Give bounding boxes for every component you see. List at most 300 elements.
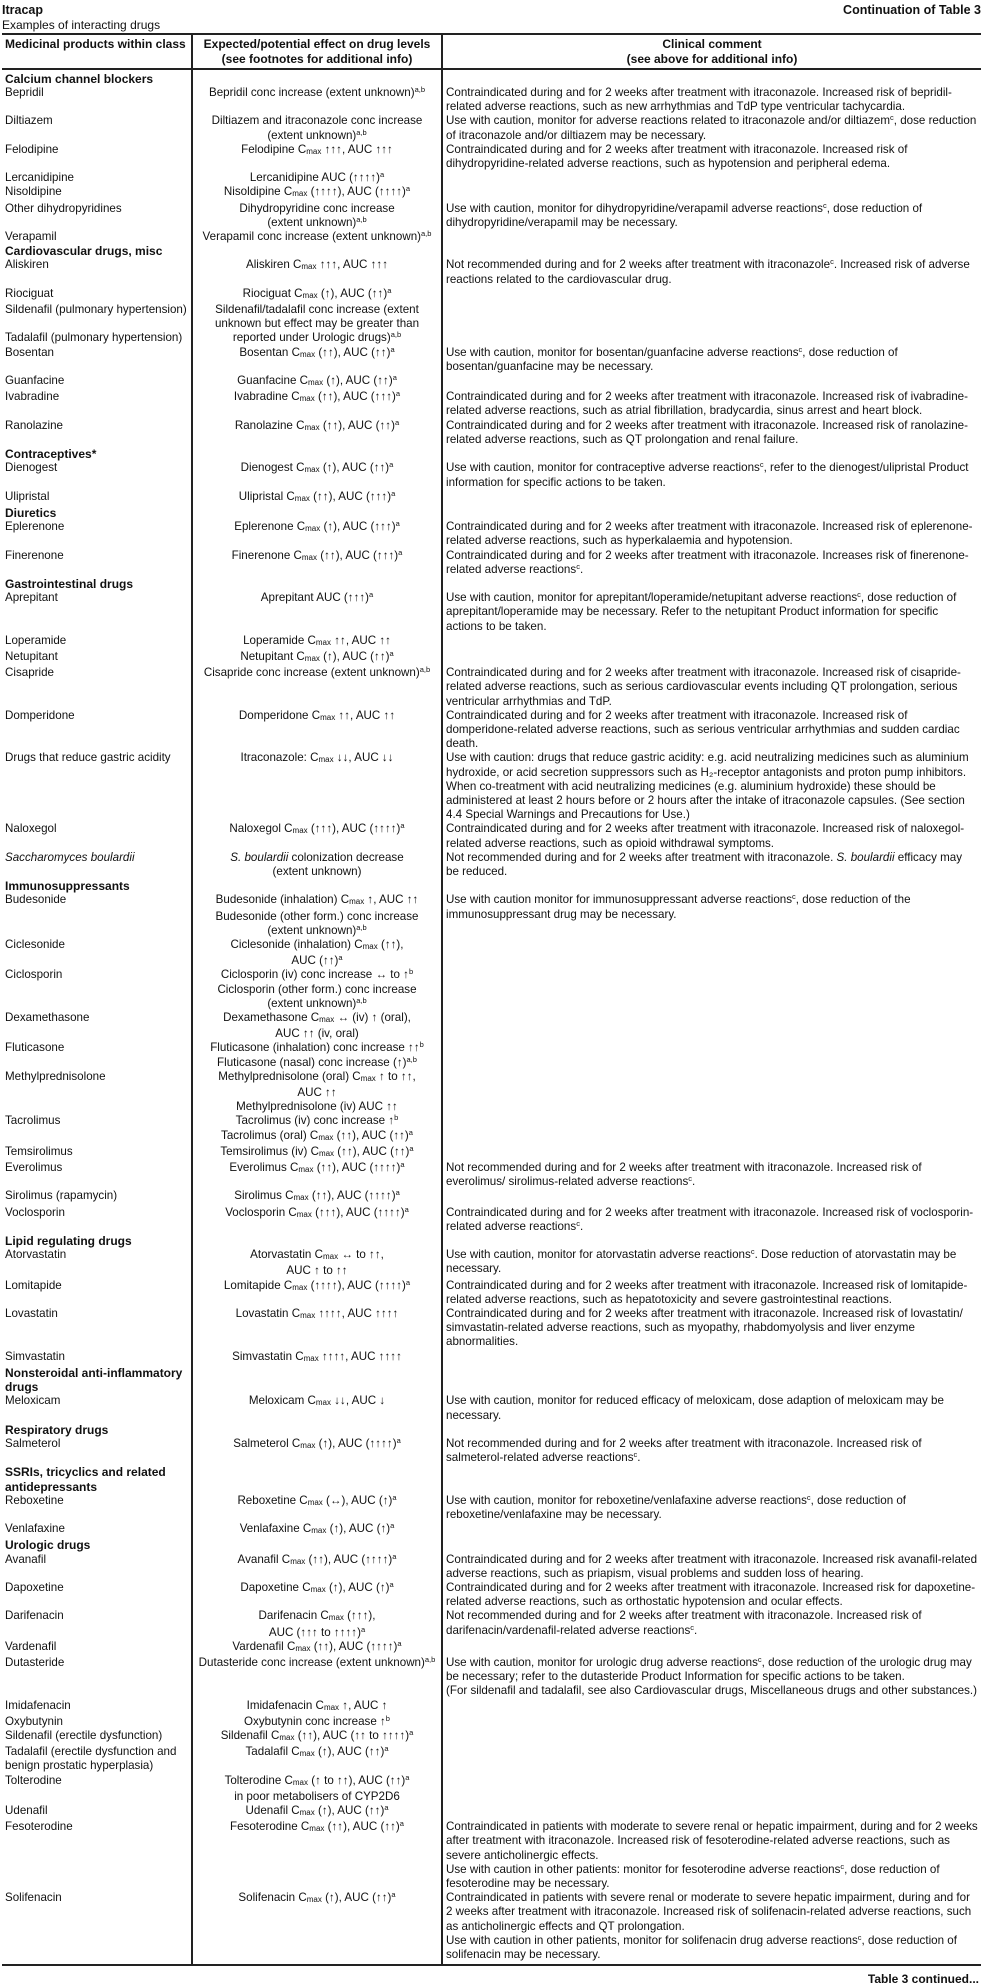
column-header-clinical-comment [442,34,981,68]
effect-cell [192,1699,442,1715]
table-row [2,143,981,171]
effect-cell [192,1804,442,1820]
effect-cell [192,1161,442,1189]
drug-name-cell: Darifenacin [5,1609,64,1623]
effect-text: Meloxicam $C_{max}$ ↓↓, AUC ↓ [248,1394,386,1408]
drug-name-cell: Finerenone [5,548,64,562]
comment-text: Contraindicated during and for 2 weeks after treatment with itraconazole. Increased risk for dapoxetine-related adverse reactions, such as orthostatic hypotension and ocular effects. [446,1580,976,1609]
table-row [2,666,981,709]
table-row [2,1189,981,1205]
comment-cell [442,1248,981,1278]
effect-cell [192,1070,442,1115]
table-row [2,1804,981,1820]
column-header-line: Clinical comment [662,37,762,52]
effect-cell [192,1465,442,1493]
effect-cell [192,1774,442,1804]
column-header-line: Expected/potential effect on drug levels [203,37,431,52]
table-row [2,114,981,142]
drug-class-row [2,69,981,86]
effect-cell [192,1145,442,1161]
effect-text: Verapamil conc increase (extent unknown)$^{a,b}$ [202,229,432,244]
drug-name-cell: Ulipristal [5,489,50,503]
table-row [2,549,981,577]
comment-cell [442,1699,981,1715]
table-row [2,751,981,822]
effect-cell [192,419,442,447]
comment-cell [442,1070,981,1115]
comment-text: Contraindicated during and for 2 weeks after treatment with itraconazole. Increased risk of naloxegol-related adverse reactions, such as opioid withdrawal symptoms. [446,822,965,850]
effect-cell [192,591,442,634]
table-row [2,1891,981,1965]
comment-text: Contraindicated during and for 2 weeks after treatment with itraconazole. Increased risk of voclosporin-related adverse reactions$^c$. [446,1205,974,1233]
comment-cell [442,374,981,390]
effect-text: Lomitapide $C_{max}$ (↑↑↑↑), AUC (↑↑↑↑)$^a$ [223,1277,411,1292]
effect-cell [192,1640,442,1656]
comment-text: Contraindicated during and for 2 weeks after treatment with itraconazole. Increased risk of eplerenone-related adverse reactions, such as hyperkalaemia and hypotension. [446,520,973,548]
effect-text: Voclosporin $C_{max}$ (↑↑↑), AUC (↑↑↑↑)$^a$ [225,1204,409,1219]
effect-text: Cisapride conc increase (extent unknown)$^{a,b}$ [203,665,431,680]
drug-name-cell: Solifenacin [2,1891,192,1965]
drug-name-cell: Lercanidipine [5,171,74,185]
table-row [2,1279,981,1307]
comment-text: Contraindicated during and for 2 weeks after treatment with itraconazole. Increased risk of lomitapide-related adverse reactions, such as hepatotoxicity and severe gastrointestinal reactions. [446,1278,968,1306]
drug-class-heading: Cardiovascular drugs, misc [5,244,163,259]
drug-interaction-table [2,33,981,1966]
comment-cell [442,1538,981,1552]
effect-cell [192,751,442,822]
table-row [2,419,981,447]
effect-text: Solifenacin $C_{max}$ (↑), AUC (↑↑)$^a$ [238,1890,396,1905]
effect-cell [192,69,442,86]
effect-text: Bepridil conc increase (extent unknown)$^{a,b}$ [208,85,425,100]
table-row [2,1394,981,1422]
table-row [2,331,981,345]
effect-text: Guanfacine $C_{max}$ (↑), AUC (↑↑)$^a$ [237,373,397,388]
comment-cell [442,1494,981,1522]
table-subtitle: Examples of interacting drugs [2,18,161,33]
effect-cell [192,374,442,390]
comment-text: Use with caution, monitor for contraceptive adverse reactions$^c$, refer to the dienogest/ulipristal Product information for specific actions to be taken. [446,460,969,489]
comment-text: Contraindicated during and for 2 weeks after treatment with itraconazole. Increases risk of finerenone-related adverse reactions$^c$. [446,548,969,576]
comment-text: Contraindicated during and for 2 weeks after treatment with itraconazole. Increased risk of ivabradine-related adverse reactions, such as atrial fibrillation, bradycardia, sinus arrest and heart block. [446,390,968,418]
comment-cell [442,143,981,171]
comment-text: Contraindicated during and for 2 weeks after treatment with itraconazole. Increased risk of bepridil-related adverse reactions, such as new arrhythmias and TdP type ventricular tachycardia. [446,86,952,114]
effect-cell [192,879,442,893]
comment-text: Use with caution in other patients, monitor for solifenacin drug adverse reactions$^c$, dose reduction of solifenacin may be necessary. [446,1932,957,1962]
drug-name-cell: Udenafil [5,1803,48,1817]
table-row [2,1820,981,1891]
drug-class-heading: Immunosuppressants [5,879,130,894]
comment-cell [442,1774,981,1804]
comment-cell [442,1437,981,1465]
comment-text: Use with caution, monitor for adverse reactions related to itraconazole and/or diltiazem$^c$, dose reduction of itraconazole and/or diltiazem may be necessary. [446,113,977,142]
effect-text: Vardenafil $C_{max}$ (↑↑), AUC (↑↑↑↑)$^a$ [232,1638,402,1653]
comment-cell [442,1394,981,1422]
drug-class-row [2,244,981,258]
drug-name-cell: Fesoterodine [5,1820,73,1834]
effect-text: AUC ↑↑ [297,1086,337,1100]
comment-cell [442,1656,981,1699]
effect-text: (extent unknown) [272,864,362,878]
comment-text: Use with caution, monitor for reboxetine/venlafaxine adverse reactions$^c$, dose reduction of reboxetine/venlafaxine may be necessary. [446,1492,907,1521]
comment-text: Use with caution, monitor for aprepitant/loperamide/netupitant adverse reactions$^c$, dose reduction of aprepitant/loperamide may be necessary. Refer to the netupitant Product information for specific actions to be taken. [446,590,957,633]
drug-name-cell: Fluticasone [5,1041,65,1055]
effect-text: Ciclosporin (other form.) conc increase [217,982,417,996]
effect-cell [192,1494,442,1522]
effect-text: Nisoldipine $C_{max}$ (↑↑↑↑), AUC (↑↑↑↑)$^a$ [223,184,411,199]
comment-text: Use with caution, monitor for dihydropyridine/verapamil adverse reactions$^c$, dose reduction of dihydropyridine/verapamil may be necessary. [446,200,923,229]
table-row [2,1715,981,1729]
drug-class-row [2,447,981,461]
comment-cell [442,709,981,752]
comment-cell [442,549,981,577]
effect-text: Aprepitant AUC (↑↑↑)$^a$ [260,590,374,605]
effect-text: Atorvastatin $C_{max}$ ↔ to ↑↑, [250,1248,384,1262]
table-row [2,634,981,650]
effect-text: Dienogest $C_{max}$ (↑), AUC (↑↑)$^a$ [240,460,394,475]
drug-name-cell: Netupitant [5,649,58,663]
effect-text: Salmeterol $C_{max}$ (↑), AUC (↑↑↑↑)$^a$ [233,1435,401,1450]
drug-name-cell: Meloxicam [5,1394,61,1408]
table-row [2,202,981,230]
effect-cell [192,171,442,185]
effect-cell [192,1581,442,1609]
effect-cell [192,549,442,577]
effect-text: AUC (↑↑↑ to ↑↑↑↑)$^a$ [268,1624,366,1639]
drug-class-heading: Gastrointestinal drugs [5,576,134,591]
comment-cell [442,1804,981,1820]
table-row [2,1640,981,1656]
effect-text: Fluticasone (nasal) conc increase (↑)$^{a,b}$ [217,1054,417,1069]
drug-class-heading: Urologic drugs [5,1538,91,1553]
drug-name-cell: Tadalafil (erectile dysfunction and benign prostatic hyperplasia) [5,1745,177,1773]
comment-cell [442,1011,981,1041]
table-row [2,1206,981,1234]
drug-class-row [2,1538,981,1552]
effect-text: Everolimus $C_{max}$ (↑↑), AUC (↑↑↑↑)$^a$ [229,1160,405,1175]
table-row [2,171,981,185]
comment-cell [442,86,981,114]
comment-text: When co-treatment with acid neutralizing medicines (e.g. aluminium hydroxide) these should be administered at least 2 hours before or 2 hours after the intake of itraconazole capsules. (See section 4.4 Special Warnings and Precautions for Use.) [446,779,965,822]
drug-name-cell: Dapoxetine [5,1580,64,1594]
effect-text: Aliskiren $C_{max}$ ↑↑↑, AUC ↑↑↑ [245,258,389,272]
effect-cell [192,1114,442,1144]
drug-class-row [2,1234,981,1248]
effect-cell [192,331,442,345]
comment-cell [442,1729,981,1745]
table-continued-label: Table 3 continued... [867,1972,979,1986]
effect-text: Sildenafil/tadalafil conc increase (extent [215,303,419,317]
column-header-text: Medicinal products within class [5,37,186,52]
table-row [2,461,981,489]
table-row [2,1522,981,1538]
comment-text: Contraindicated in patients with moderate to severe renal or hepatic impairment, during and for 2 weeks after treatment with itraconazole. Increased risk of fesoterodine-related adverse reactions, such as severe anticholinergic effects. [446,1820,978,1862]
effect-text: Ranolazine $C_{max}$ (↑↑), AUC (↑↑)$^a$ [234,417,400,432]
comment-text: Contraindicated in patients with severe renal or moderate to severe hepatic impairment, during and for 2 weeks after treatment with itraconazole. Increased risk of solifenacin-related adverse reactions, such as anticholinergic effects and QT prolongation. [446,1891,972,1933]
effect-text: Loperamide $C_{max}$ ↑↑, AUC ↑↑ [243,633,391,647]
comment-cell [442,1145,981,1161]
comment-cell [442,634,981,650]
drug-name-cell: Atorvastatin [5,1248,67,1262]
effect-cell [192,1538,442,1552]
effect-cell [192,1522,442,1538]
comment-text: Contraindicated during and for 2 weeks after treatment with itraconazole. Increased risk of dihydropyridine-related adverse reactions, such as hypotension and peripheral edema. [446,142,908,171]
drug-name-cell: Dienogest [5,461,58,475]
table-row [2,591,981,634]
comment-cell [442,1350,981,1366]
effect-text: Eplerenone $C_{max}$ (↑), AUC (↑↑↑)$^a$ [234,519,400,534]
drug-name-cell: Methylprednisolone [5,1069,106,1083]
drug-name-cell: Sirolimus (rapamycin) [5,1189,118,1203]
comment-cell [442,171,981,185]
effect-text: Venlafaxine $C_{max}$ (↑), AUC (↑)$^a$ [239,1521,395,1536]
effect-cell [192,1729,442,1745]
effect-text: Felodipine $C_{max}$ ↑↑↑, AUC ↑↑↑ [241,142,393,156]
effect-text: Dexamethasone $C_{max}$ ↔ (iv) ↑ (oral), [223,1011,411,1025]
effect-text: Tacrolimus (oral) $C_{max}$ (↑↑), AUC (↑↑)$^a$ [221,1127,413,1142]
table-row [2,1011,981,1041]
effect-cell [192,447,442,461]
drug-name-cell: Domperidone [5,708,75,722]
table-row [2,490,981,506]
effect-cell [192,1609,442,1639]
comment-cell [442,1581,981,1609]
effect-cell [192,968,442,1011]
effect-text: Tadalafil $C_{max}$ (↑), AUC (↑↑)$^a$ [245,1744,389,1759]
comment-text: Not recommended during and for 2 weeks after treatment with itraconazole. S. boulardii efficacy may be reduced. [446,850,962,878]
comment-cell [442,520,981,548]
drug-name-cell: Ciclesonide [5,938,65,951]
effect-cell [192,1553,442,1581]
effect-cell [192,851,442,879]
table-row [2,1494,981,1522]
drug-name-cell: Venlafaxine [5,1522,65,1536]
effect-cell [192,506,442,520]
effect-text: (extent unknown)$^{a,b}$ [267,922,367,937]
drug-name-cell: Aliskiren [5,258,49,272]
comment-cell [442,1745,981,1773]
comment-cell [442,303,981,331]
effect-cell [192,1350,442,1366]
effect-text: Domperidone $C_{max}$ ↑↑, AUC ↑↑ [238,708,396,722]
effect-text: Finerenone $C_{max}$ (↑↑), AUC (↑↑↑)$^a$ [231,547,403,562]
effect-cell [192,938,442,968]
drug-name-cell: Saccharomyces boulardii [5,850,135,864]
comment-cell [442,851,981,879]
effect-cell [192,303,442,331]
drug-name-cell: Bepridil [5,86,44,100]
effect-cell [192,893,442,938]
table-row [2,1774,981,1804]
effect-cell [192,185,442,201]
effect-cell [192,650,442,666]
effect-text: Budesonide (inhalation) $C_{max}$ ↑, AUC ↑↑ [215,893,419,907]
comment-cell [442,1279,981,1307]
effect-cell [192,287,442,303]
comment-cell [442,258,981,286]
effect-cell [192,1820,442,1891]
effect-text: Udenafil $C_{max}$ (↑), AUC (↑↑)$^a$ [245,1802,389,1817]
drug-name-cell: Cisapride [5,666,54,680]
table-row [2,851,981,879]
comment-cell [442,244,981,258]
effect-text: Sildenafil $C_{max}$ (↑↑), AUC (↑↑ to ↑↑↑↑)$^a$ [220,1727,414,1742]
drug-class-row [2,506,981,520]
table-row [2,520,981,548]
drug-name-cell: Naloxegol [5,822,57,836]
drug-name-cell: Temsirolimus [5,1144,73,1158]
effect-cell [192,1745,442,1773]
comment-cell [442,1189,981,1205]
table-row [2,1553,981,1581]
effect-text: Reboxetine $C_{max}$ (↔), AUC (↑)$^a$ [237,1492,397,1507]
effect-text: Ivabradine $C_{max}$ (↑↑), AUC (↑↑↑)$^a$ [233,389,401,404]
effect-text: Methylprednisolone (iv) AUC ↑↑ [236,1100,398,1114]
effect-text: Lovastatin $C_{max}$ ↑↑↑↑, AUC ↑↑↑↑ [235,1307,399,1321]
table-row [2,287,981,303]
table-row [2,303,981,331]
comment-cell [442,185,981,201]
effect-text: Fluticasone (inhalation) conc increase ↑↑$^b$ [210,1040,424,1055]
comment-cell [442,1715,981,1729]
effect-text: Netupitant $C_{max}$ (↑), AUC (↑↑)$^a$ [240,648,394,663]
effect-cell [192,1234,442,1248]
effect-text: reported under Urologic drugs)$^{a,b}$ [232,330,402,345]
effect-cell [192,634,442,650]
comment-cell [442,591,981,634]
comment-cell [442,650,981,666]
product-name: Itracap [2,3,43,17]
comment-cell [442,822,981,850]
table-row [2,1041,981,1069]
column-header-expected-effect [192,34,442,68]
comment-cell [442,506,981,520]
column-header-medicinal-products [2,34,192,68]
table-row [2,1114,981,1144]
effect-text: Ciclesonide (inhalation) $C_{max}$ (↑↑), [230,938,404,951]
table-body [2,69,981,1965]
comment-cell [442,230,981,244]
effect-text: Dihydropyridine conc increase [239,201,395,215]
table-row [2,650,981,666]
comment-cell [442,1423,981,1437]
column-header-line: (see above for additional info) [626,51,798,66]
effect-text: Itraconazole: $C_{max}$ ↓↓, AUC ↓↓ [240,751,394,765]
effect-cell [192,1656,442,1699]
drug-name-cell: Tacrolimus [5,1114,61,1128]
effect-text: AUC ↑ to ↑↑ [286,1264,348,1278]
drug-name-cell: Tolterodine [5,1773,62,1787]
effect-text: Dutasteride conc increase (extent unknown)$^{a,b}$ [198,1654,436,1669]
effect-text: Darifenacin $C_{max}$ (↑↑↑), [258,1609,376,1623]
drug-name-cell: Ivabradine [5,390,60,404]
drug-name-cell: Lomitapide [5,1278,62,1292]
table-row [2,185,981,201]
drug-name-cell: Loperamide [5,633,67,647]
comment-cell [442,1891,981,1965]
drug-class-row [2,1366,981,1394]
comment-cell [442,1206,981,1234]
comment-text: Use with caution: drugs that reduce gastric acidity: e.g. acid neutralizing medicines such as aluminium hydroxide, or acid secretion suppressors such as H₂-receptor antagonists and proton pump inhibitors. [446,751,969,779]
effect-cell [192,390,442,418]
drug-name-cell: Dexamethasone [5,1011,90,1025]
drug-class-row [2,1465,981,1493]
table-row [2,230,981,244]
effect-text: Lercanidipine AUC (↑↑↑↑)$^a$ [249,170,385,185]
table-row [2,1745,981,1773]
comment-cell [442,331,981,345]
drug-name-cell: Guanfacine [5,374,65,388]
comment-cell [442,1820,981,1891]
effect-cell [192,1307,442,1350]
drug-name-cell: Imidafenacin [5,1698,71,1712]
comment-cell [442,879,981,893]
effect-text: Temsirolimus (iv) $C_{max}$ (↑↑), AUC (↑↑)$^a$ [220,1143,414,1158]
comment-text: Contraindicated during and for 2 weeks after treatment with itraconazole. Increased risk of domperidone-related adverse reactions, such as serious ventricular arrhythmias and sudden cardiac death. [446,708,960,751]
effect-cell [192,709,442,752]
effect-cell [192,1011,442,1041]
table-row [2,938,981,968]
comment-text: Not recommended during and for 2 weeks after treatment with itraconazole$^c$. Increased risk of adverse reactions related to the cardiovascular drug. [446,257,970,286]
effect-cell [192,143,442,171]
comment-text: Contraindicated during and for 2 weeks after treatment with itraconazole. Increased risk of lovastatin/ simvastatin-related adverse reactions, such as myopathy, rhabdomyolysis and liver enzyme abnormalities. [446,1307,963,1349]
effect-text: Simvastatin $C_{max}$ ↑↑↑↑, AUC ↑↑↑↑ [232,1349,402,1363]
drug-name-cell: Lovastatin [5,1307,58,1321]
effect-text: Bosentan $C_{max}$ (↑↑), AUC (↑↑)$^a$ [239,344,395,359]
comment-cell [442,419,981,447]
effect-text: Diltiazem and itraconazole conc increase [211,114,423,128]
drug-name-cell: Aprepitant [5,591,58,605]
drug-name-cell: Voclosporin [5,1205,65,1219]
drug-name-cell: Salmeterol [5,1436,61,1450]
effect-text: Ciclosporin (iv) conc increase ↔ to ↑$^b$ [220,967,414,982]
table-row [2,86,981,114]
effect-text: Sirolimus $C_{max}$ (↑↑), AUC (↑↑↑↑)$^a$ [234,1188,400,1203]
drug-name-cell: Verapamil [5,230,57,244]
comment-cell [442,893,981,938]
comment-cell [442,666,981,709]
effect-cell [192,258,442,286]
column-header-line: (see footnotes for additional info) [221,51,413,66]
drug-class-heading: Diuretics [5,505,57,520]
comment-cell [442,202,981,230]
drug-name-cell: Riociguat [5,286,54,300]
effect-cell [192,346,442,374]
effect-text: Dapoxetine $C_{max}$ (↑), AUC (↑)$^a$ [240,1579,394,1594]
drug-name-cell: Oxybutynin [5,1714,63,1728]
comment-text: Contraindicated during and for 2 weeks after treatment with itraconazole. Increased risk avanafil-related adverse reactions, such as priapism, visual problems and sudden loss of hearing. [446,1552,978,1580]
table-continuation-label: Continuation of Table 3 [843,3,981,17]
drug-name-cell: Budesonide [5,893,67,907]
comment-text: Contraindicated during and for 2 weeks after treatment with itraconazole. Increased risk of cisapride-related adverse reactions, such as serious cardiovascular events including QT prolongation, serious ventricular arrhythmias and TdP. [446,666,961,708]
drug-class-heading: Respiratory drugs [5,1422,109,1437]
comment-cell [442,1161,981,1189]
comment-cell [442,390,981,418]
drug-name-cell: Nisoldipine [5,185,62,199]
comment-cell [442,968,981,1011]
table-row [2,1437,981,1465]
table-row [2,1161,981,1189]
comment-cell [442,1366,981,1394]
table-row [2,822,981,850]
effect-text: Fesoterodine $C_{max}$ (↑↑), AUC (↑↑)$^a$ [230,1819,404,1834]
drug-name-cell: Reboxetine [5,1493,64,1507]
effect-cell [192,520,442,548]
effect-cell [192,461,442,489]
table-row [2,346,981,374]
drug-class-row [2,577,981,591]
drug-name-cell: Tadalafil (pulmonary hypertension) [5,331,183,345]
